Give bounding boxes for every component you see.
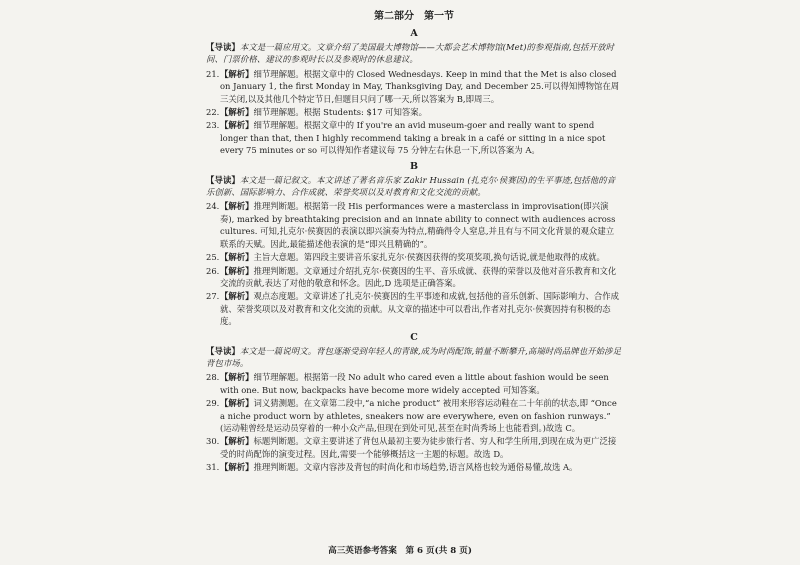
answer-item (206, 68, 622, 105)
section-letter: B (409, 160, 419, 172)
question-number: 23. (206, 120, 220, 131)
section-b (206, 160, 622, 328)
analysis-tag: 【解析】 (220, 398, 254, 409)
answer-item (206, 251, 622, 263)
analysis-tag: 【解析】 (220, 436, 254, 447)
guide-text: 本文是一篇应用文。文章介绍了美国最大博物馆——大都会艺术博物馆(Met)的参观指南,包括开放时间、门票价格、建议的参观时长以及参观时的休息建议。 (206, 42, 615, 65)
answer-item (206, 119, 622, 156)
guide-paragraph (206, 174, 622, 199)
analysis-tag: 【解析】 (220, 265, 254, 276)
guide-paragraph (206, 41, 622, 66)
section-c (206, 331, 622, 474)
answer-item (206, 290, 622, 327)
analysis-text: 观点态度题。文章讲述了扎克尔·侯赛因的生平事迹和成就,包括他的音乐创新、国际影响力、合作成就、荣誉奖项以及对教育和文化交流的贡献。从文章的描述中可以看出,作者对扎克尔·侯赛因持有积极的态度。 (220, 291, 619, 327)
analysis-tag: 【解析】 (220, 372, 254, 383)
section-letter: C (410, 331, 418, 343)
analysis-text: 细节理解题。根据 Students: $17 可知答案。 (253, 107, 428, 118)
analysis-text: 细节理解题。根据第一段 No adult who cared even a little about fashion would be seen with one. But now, backpacks have become more widely accepted 可知答案。 (220, 372, 609, 395)
analysis-text: 推理判断题。文章通过介绍扎克尔·侯赛因的生平、音乐成就、获得的荣誉以及他对音乐教育和文化交流的贡献,表达了对他的敬意和怀念。因此,D 选项是正确答案。 (220, 265, 617, 288)
guide-tag: 【导读】 (206, 345, 240, 356)
question-number: 28. (206, 372, 220, 383)
question-number: 27. (206, 291, 220, 302)
analysis-text: 主旨大意题。第四段主要讲音乐家扎克尔·侯赛因获得的奖项奖项,换句话说,就是他取得的成就。 (253, 252, 605, 263)
question-number: 22. (206, 107, 220, 118)
guide-tag: 【导读】 (206, 42, 240, 52)
analysis-text: 标题判断题。文章主要讲述了背包从最初主要为徒步旅行者、穷人和学生所用,到现在成为更广泛接受的时尚配饰的演变过程。因此,需要一个能够概括这一主题的标题。故选 D。 (220, 436, 617, 459)
guide-text: 本文是一篇说明文。背包逐渐受到年轻人的青睐,成为时尚配饰,销量不断攀升,高端时尚品牌也开始涉足背包市场。 (206, 345, 622, 368)
analysis-tag: 【解析】 (220, 68, 254, 79)
answer-item (206, 200, 622, 250)
analysis-tag: 【解析】 (220, 107, 254, 118)
analysis-tag: 【解析】 (220, 291, 254, 302)
analysis-text: 推理判断题。根据第一段 His performances were a masterclass in improvisation(即兴演奏), marked by breathtaking precision and an innate ability to connect with audiences across cultures. 可知,扎克尔·侯赛因的表演以即兴演奏为特点,精确得令人窒息,并且有与不同文化背景的观众建立联系的天赋。因此,最能描述他表演的是“即兴且精确的”。 (220, 201, 616, 249)
analysis-tag: 【解析】 (220, 462, 254, 473)
guide-text: 本文是一篇记叙文。本文讲述了著名音乐家 Zakir Hussain (扎克尔·侯赛因)的生平事迹,包括他的音乐创新、国际影响力、合作成就、荣誉奖项以及对教育和文化交流的贡献。 (206, 174, 616, 198)
section-letter: A (410, 28, 418, 39)
question-number: 29. (206, 398, 220, 409)
guide-paragraph (206, 345, 622, 370)
question-number: 25. (206, 252, 220, 263)
analysis-text: 词义猜测题。在文章第二段中,“a niche product” 被用来形容运动鞋在二十年前的状态,即 “Once a niche product worn by athletes, sneakers now are everywhere, even on fashion runways.” (运动鞋曾经是运动员穿着的一种小众产品,但现在到处可见,甚至在时尚秀场上也能看到。)故选 C。 (220, 398, 617, 433)
question-number: 26. (206, 265, 220, 276)
answer-item (206, 106, 622, 118)
question-number: 30. (206, 436, 220, 447)
analysis-tag: 【解析】 (220, 120, 254, 131)
analysis-text: 细节理解题。根据文章中的 If you're an avid museum-goer and really want to spend longer than that, then I highly recommend taking a break in a café or sitting in a nice spot every 75 minutes or so 可以得知作者建议每 75 分钟左右休息一下,所以答案为 A。 (220, 120, 606, 156)
analysis-text: 细节理解题。根据文章中的 Closed Wednesdays. Keep in mind that the Met is also closed on January 1, the first Monday in May, Thanksgiving Day, and December 25.可以得知博物馆在周三关闭,以及其他几个特定节日,但题目只问了哪一天,所以答案为 B,即周三。 (220, 68, 620, 104)
answer-item (206, 265, 622, 290)
question-number: 31. (206, 462, 220, 473)
analysis-tag: 【解析】 (220, 252, 254, 263)
answer-item (206, 435, 622, 460)
answer-item (206, 371, 622, 396)
analysis-text: 推理判断题。文章内容涉及背包的时尚化和市场趋势,语言风格也较为通俗易懂,故选 A。 (253, 462, 578, 473)
page-title: 第二部分 第一节 (374, 11, 454, 22)
answer-item (206, 461, 622, 473)
section-a (206, 27, 622, 157)
question-number: 24. (206, 201, 220, 212)
answer-item (206, 397, 622, 434)
analysis-tag: 【解析】 (220, 201, 254, 212)
page-footer: 高三英语参考答案 第 6 页(共 8 页) (328, 546, 472, 556)
guide-tag: 【导读】 (206, 174, 240, 185)
question-number: 21. (206, 68, 220, 79)
